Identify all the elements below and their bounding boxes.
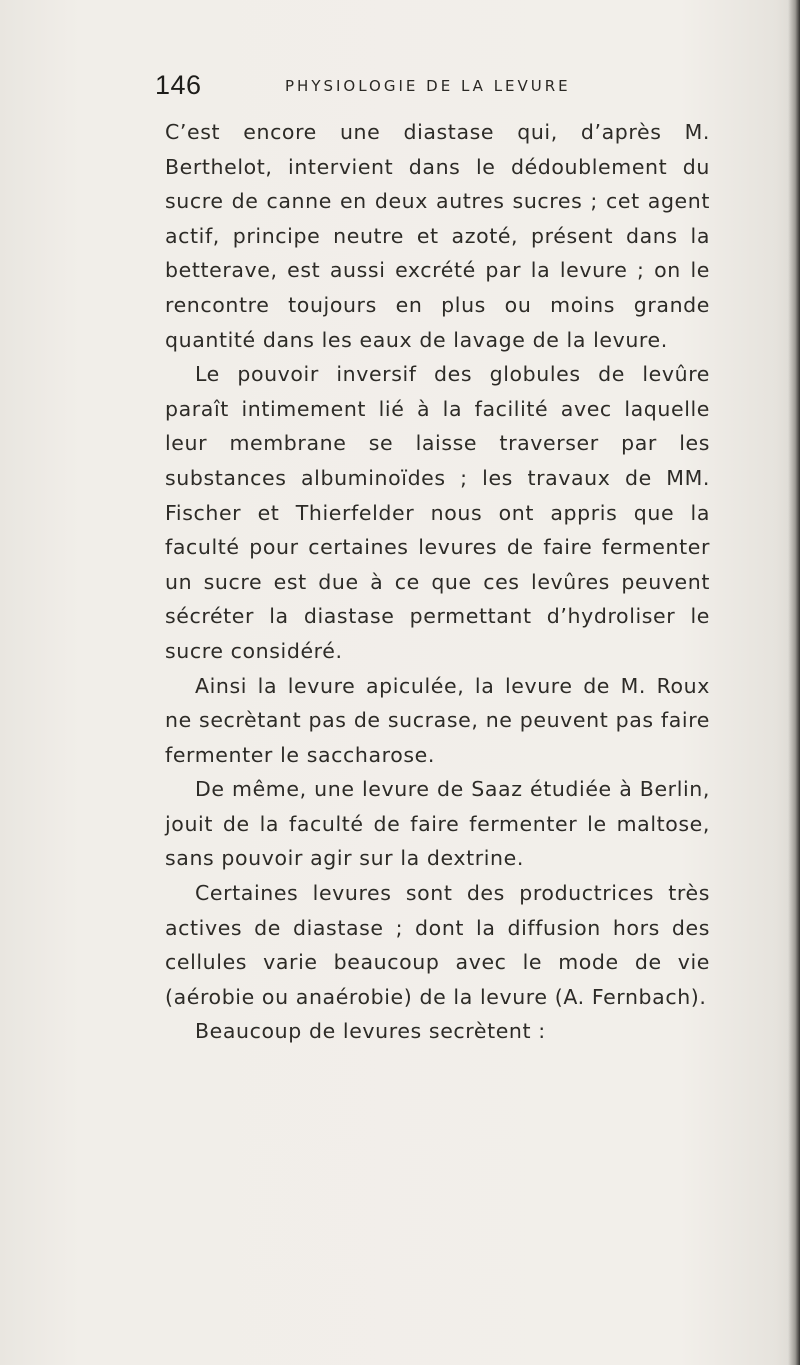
paragraph-levure-apiculee: Ainsi la levure apiculée, la levure de M. Roux ne secrètant pas de sucrase, ne peuvent pas faire fermenter le saccharose. [165,673,710,767]
running-head: PHYSIOLOGIE DE LA LEVURE [285,77,571,95]
paragraph-levure-saaz: De même, une levure de Saaz étudiée à Berlin, jouit de la faculté de faire fermenter le maltose, sans pouvoir agir sur la dextrine. [165,777,710,871]
body-text [165,115,710,1049]
paragraph-pouvoir-inversif: Le pouvoir inversif des globules de levûre paraît intimement lié à la facilité avec laquelle leur membrane se laisse traverser par les substances albuminoïdes ; les travaux de MM. Fischer et Thierfelder nous ont appris que la faculté pour certaines levures de faire fermenter un sucre est due à ce que ces levûres peuvent sécréter la diastase permettant d’hydroliser le sucre considéré. [165,362,710,663]
paragraph-beaucoup-levures: Beaucoup de levures secrètent : [195,1019,546,1044]
paragraph-productrices-diastase: Certaines levures sont des productrices très actives de diastase ; dont la diffusion hors des cellules varie beaucoup avec le mode de vie (aérobie ou anaérobie) de la levure (A. Fernbach). [165,881,710,1009]
paragraph-diastase-berthelot: C’est encore une diastase qui, d’après M. Berthelot, intervient dans le dédoublement du sucre de canne en deux autres sucres ; cet agent actif, principe neutre et azoté, présent dans la betterave, est aussi excrété par la levure ; on le rencontre toujours en plus ou moins grande quantité dans les eaux de lavage de la levure. [165,120,710,352]
page-number: 146 [155,70,202,100]
page-header [155,70,710,110]
page-edge-shadow [788,0,800,1365]
